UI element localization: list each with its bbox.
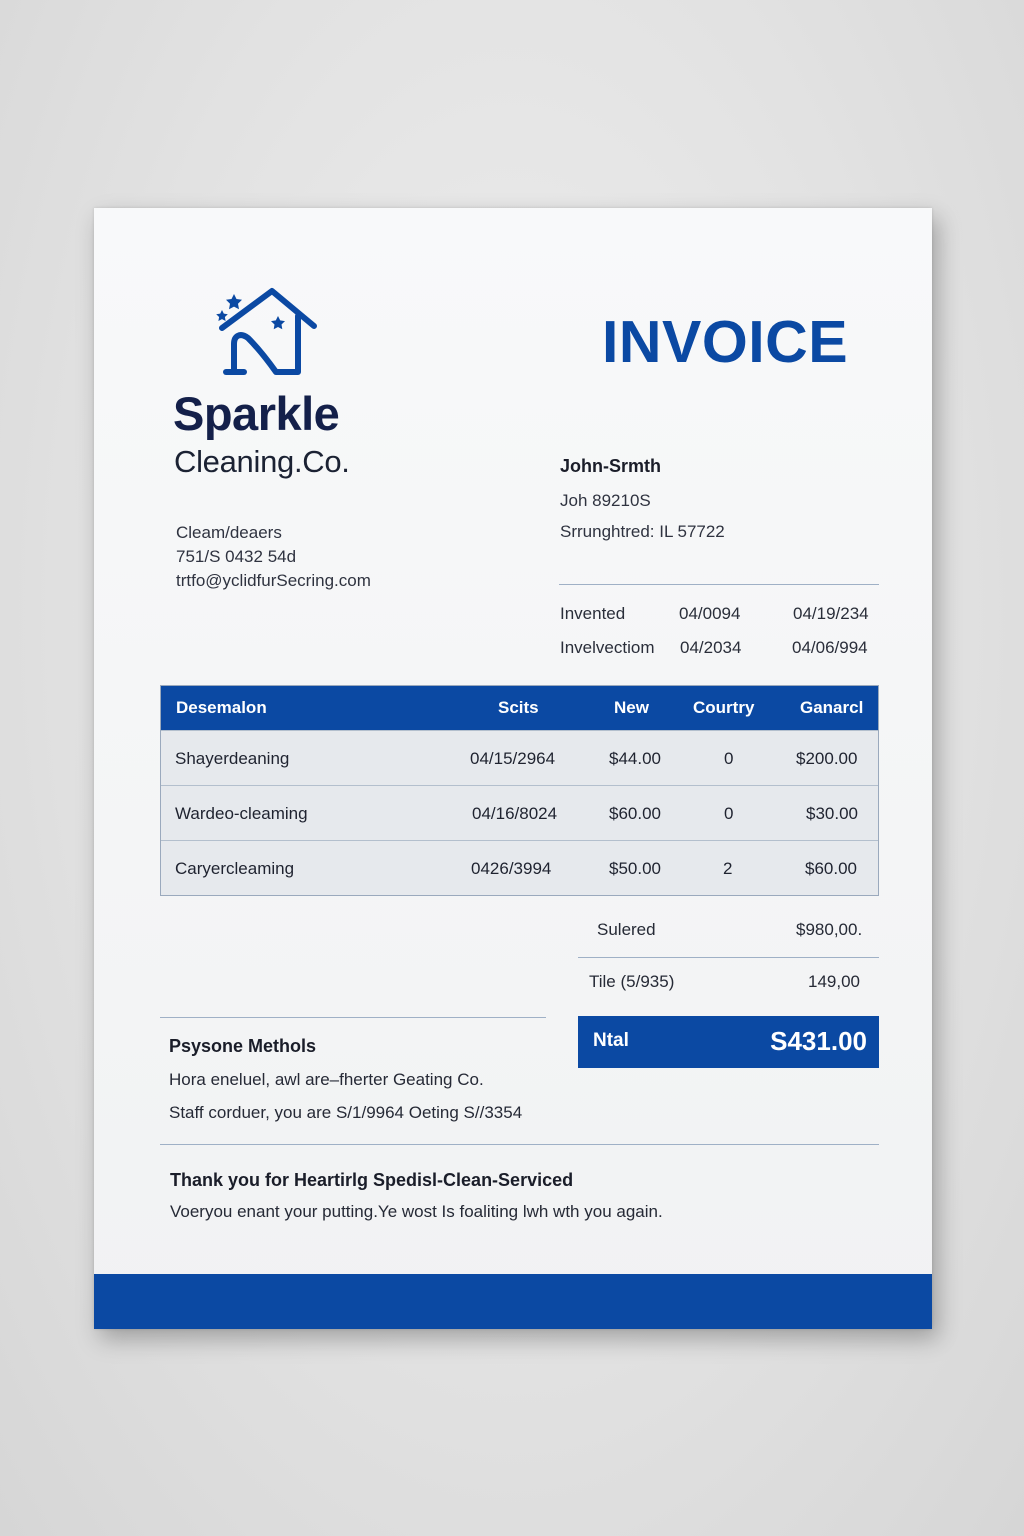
subtotal-label: Sulered <box>597 920 656 939</box>
brand-name: Sparkle <box>173 387 340 440</box>
table-row <box>161 840 878 895</box>
tax-value: 149,00 <box>808 972 860 991</box>
meta-label: Invelvectiom <box>560 638 655 657</box>
item-date: 0426/3994 <box>471 859 552 878</box>
item-amount: $30.00 <box>806 804 858 823</box>
customer-line-1: Joh 89210S <box>560 491 651 510</box>
item-description: Caryercleaming <box>175 859 295 878</box>
table-header <box>161 686 878 730</box>
company-address-line: Cleam/deaers <box>176 523 282 542</box>
table-row <box>161 730 878 785</box>
meta-label: Invented <box>560 604 626 623</box>
meta-value: 04/19/234 <box>793 604 869 623</box>
item-quantity: 2 <box>723 859 733 878</box>
total-box <box>578 1016 879 1068</box>
item-date: 04/15/2964 <box>470 749 556 768</box>
item-amount: $60.00 <box>805 859 857 878</box>
customer-name: John-Srmth <box>560 456 661 476</box>
payment-methods-title: Psysone Methols <box>169 1036 317 1056</box>
item-rate: $44.00 <box>609 749 661 768</box>
house-logo-icon <box>214 286 320 380</box>
column-header-quantity: Courtry <box>693 698 755 717</box>
column-header-description: Desemalon <box>176 698 267 717</box>
meta-value: 04/2034 <box>680 638 742 657</box>
payment-line: Staff corduer, you are S/1/9964 Oeting S//3354 <box>169 1103 523 1122</box>
column-header-amount: Ganarcl <box>800 698 864 717</box>
meta-divider <box>559 584 879 585</box>
meta-value: 04/06/994 <box>792 638 868 657</box>
tax-label: Tile (5/935) <box>589 972 675 991</box>
thank-you-title: Thank you for Heartirlg Spedisl-Clean-Serviced <box>170 1170 574 1190</box>
total-label: Ntal <box>593 1030 629 1051</box>
table-row <box>161 785 878 840</box>
payment-divider <box>160 1017 546 1018</box>
subtotal-value: $980,00. <box>796 920 863 939</box>
item-quantity: 0 <box>724 749 734 768</box>
line-items-table <box>160 685 879 896</box>
item-amount: $200.00 <box>796 749 858 768</box>
footer-band <box>94 1274 932 1329</box>
total-value: S431.00 <box>770 1026 867 1056</box>
item-description: Wardeo-cleaming <box>175 804 308 823</box>
thanks-divider <box>160 1144 879 1145</box>
invoice-sheet <box>94 208 932 1329</box>
item-rate: $50.00 <box>609 859 661 878</box>
item-quantity: 0 <box>724 804 734 823</box>
item-rate: $60.00 <box>609 804 661 823</box>
company-email-line: trtfo@yclidfurSecring.com <box>176 571 371 590</box>
item-date: 04/16/8024 <box>472 804 558 823</box>
column-header-rate: New <box>614 698 649 717</box>
item-description: Shayerdeaning <box>175 749 290 768</box>
invoice-title: INVOICE <box>602 309 849 375</box>
company-phone-line: 751/S 0432 54d <box>176 547 297 566</box>
column-header-date: Scits <box>498 698 539 717</box>
thank-you-message: Voeryou enant your putting.Ye wost Is foaliting lwh wth you again. <box>170 1202 663 1221</box>
payment-line: Hora eneluel, awl are–fherter Geating Co. <box>169 1070 484 1089</box>
brand-subtitle: Cleaning.Co. <box>174 444 350 479</box>
customer-line-2: Srrunghtred: IL 57722 <box>560 522 725 541</box>
meta-value: 04/0094 <box>679 604 741 623</box>
summary-divider <box>578 957 879 958</box>
